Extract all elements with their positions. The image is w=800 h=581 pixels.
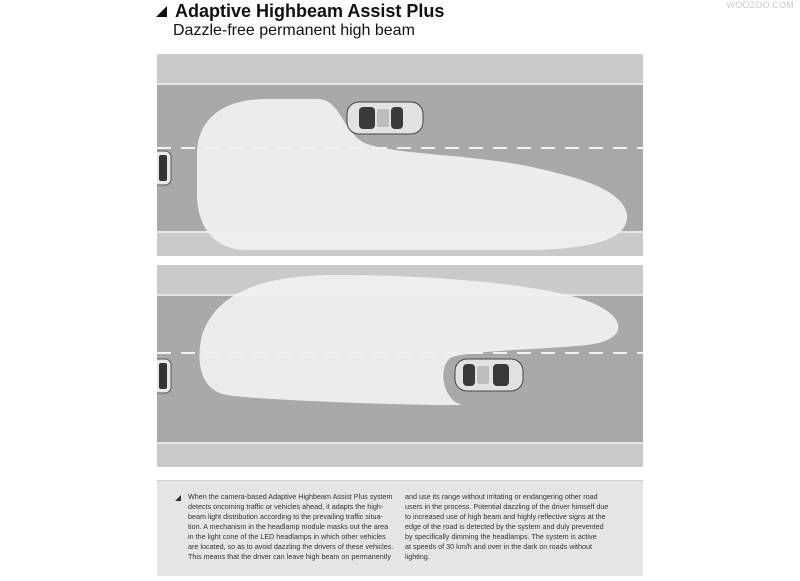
watermark-text: WOOZOO.COM: [726, 0, 794, 10]
description-line: lighting.: [405, 552, 430, 561]
description-line: This means that the driver can leave high beam on permanently: [188, 552, 391, 561]
triangle-marker-icon: [175, 495, 181, 501]
ego-vehicle: [157, 151, 171, 185]
ego-vehicle: [157, 359, 171, 393]
description-line: and use its range without irritating or endangering other road: [405, 492, 598, 501]
diagram-oncoming-vehicle: [157, 54, 643, 256]
triangle-marker-icon: [156, 6, 167, 17]
page-title: Adaptive Highbeam Assist Plus: [175, 0, 445, 21]
description-line: in the light cone of the LED headlamps in which other vehicles: [188, 532, 386, 541]
oncoming-vehicle: [347, 102, 423, 134]
road-edge-line-lower: [157, 442, 643, 444]
description-line: at speeds of 30 km/h and over in the dark on roads without: [405, 542, 592, 551]
description-line: by specifically dimming the headlamps. The system is active: [405, 532, 597, 541]
page-subtitle: Dazzle-free permanent high beam: [173, 22, 415, 39]
description-line: tion. A mechanism in the headlamp module masks out the area: [188, 522, 389, 531]
diagram-vehicle-ahead: [157, 265, 643, 467]
description-column-1: [188, 492, 398, 562]
title-row: [156, 0, 444, 22]
road-edge-line-upper: [157, 83, 643, 85]
description-line: edge of the road is detected by the system and duly prevented: [405, 522, 604, 531]
road-illustration-bottom: [157, 265, 643, 467]
description-line: users in the process. Potential dazzling of the driver himself due: [405, 502, 609, 511]
description-box: [157, 480, 643, 576]
description-line: to increased use of high beam and highly reflective signs at the: [405, 512, 606, 521]
description-line: When the camera-based Adaptive Highbeam Assist Plus system: [188, 492, 393, 501]
description-line: beam light distribution according to the prevailing traffic situa-: [188, 512, 383, 521]
road-illustration-top: [157, 54, 643, 256]
description-line: are located, so as to avoid dazzling the drivers of these vehicles.: [188, 542, 394, 551]
vehicle-ahead: [455, 359, 523, 391]
description-column-2: [405, 492, 609, 562]
header: [156, 0, 444, 40]
description-line: detects oncoming traffic or vehicles ahead, it adapts the high-: [188, 502, 384, 511]
